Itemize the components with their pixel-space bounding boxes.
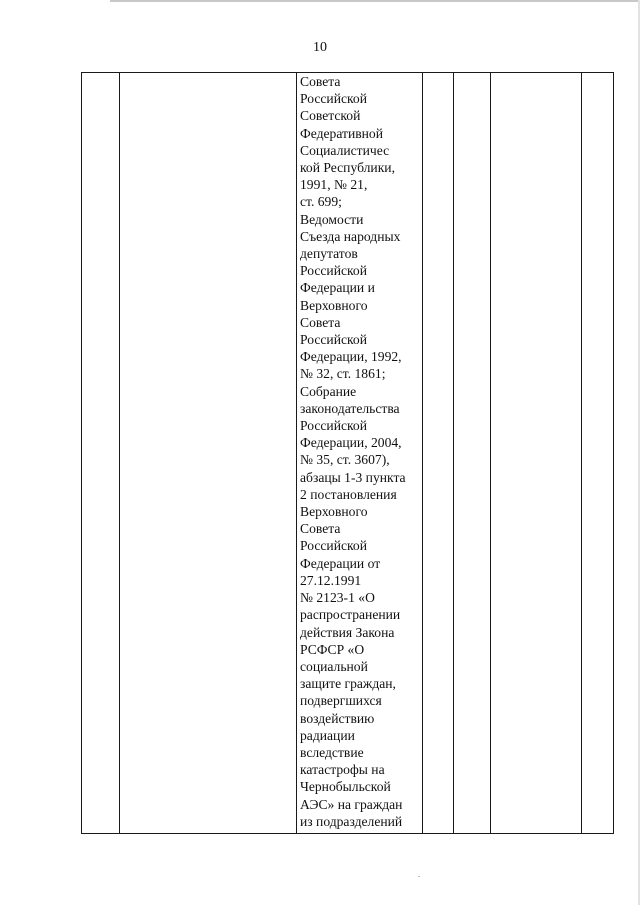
text-line: Российской bbox=[300, 263, 367, 279]
text-line: Совета bbox=[300, 314, 341, 330]
text-line: Верховного bbox=[300, 297, 368, 313]
text-line: АЭС» на граждан bbox=[300, 796, 403, 812]
text-line: Федерации, 2004, bbox=[300, 435, 402, 451]
text-line: 1991, № 21, bbox=[300, 177, 368, 193]
scan-edge-top bbox=[110, 0, 640, 2]
text-line: Совета bbox=[300, 74, 341, 89]
text-line: Российской bbox=[300, 91, 367, 107]
text-line: радиации bbox=[300, 727, 355, 743]
text-line: Российской bbox=[300, 418, 367, 434]
table-cell-col-5 bbox=[454, 73, 491, 834]
text-line: кой Республики, bbox=[300, 160, 395, 176]
text-line: катастрофы на bbox=[300, 762, 385, 778]
text-line: № 32, ст. 1861; bbox=[300, 366, 386, 382]
text-line: РСФСР «О bbox=[300, 641, 365, 657]
text-line: воздействию bbox=[300, 710, 375, 726]
text-line: Чернобыльской bbox=[300, 779, 391, 795]
text-line: Федерации и bbox=[300, 280, 375, 296]
text-line: Советской bbox=[300, 108, 361, 124]
text-line: № 2123-1 «О bbox=[300, 590, 375, 606]
text-line: № 35, ст. 3607), bbox=[300, 452, 390, 468]
legal-references-text bbox=[297, 73, 422, 830]
table-cell-col-1 bbox=[82, 73, 120, 834]
text-line: Российской bbox=[300, 538, 367, 554]
table-cell-col-7 bbox=[582, 73, 614, 834]
table-cell-col-4 bbox=[423, 73, 454, 834]
document-table bbox=[81, 72, 614, 834]
text-line: законодательства bbox=[300, 400, 400, 416]
text-line: из подразделений bbox=[300, 813, 403, 829]
text-line: действия Закона bbox=[300, 624, 395, 640]
text-line: распространении bbox=[300, 607, 401, 623]
text-line: защите граждан, bbox=[300, 676, 396, 692]
text-line: 27.12.1991 bbox=[300, 572, 362, 588]
text-line: 2 постановления bbox=[300, 486, 397, 502]
table-row bbox=[82, 73, 614, 834]
text-line: Ведомости bbox=[300, 211, 364, 227]
text-line: Федерации от bbox=[300, 555, 381, 571]
text-line: абзацы 1-3 пункта bbox=[300, 469, 406, 485]
table-cell-legal-references bbox=[297, 73, 423, 834]
text-line: Социалистичес bbox=[300, 142, 390, 158]
text-line: Федеративной bbox=[300, 125, 384, 141]
text-line: Совета bbox=[300, 521, 341, 537]
table-cell-col-2 bbox=[120, 73, 297, 834]
text-line: депутатов bbox=[300, 246, 358, 262]
text-line: Съезда народных bbox=[300, 228, 401, 244]
text-line: Российской bbox=[300, 332, 367, 348]
page-number: 10 bbox=[313, 40, 327, 55]
text-line: социальной bbox=[300, 658, 368, 674]
text-line: Федерации, 1992, bbox=[300, 349, 402, 365]
text-line: вследствие bbox=[300, 744, 364, 760]
table-cell-col-6 bbox=[491, 73, 582, 834]
text-line: Верховного bbox=[300, 504, 368, 520]
text-line: подвергшихся bbox=[300, 693, 382, 709]
text-line: Собрание bbox=[300, 383, 357, 399]
scan-speck bbox=[418, 876, 420, 877]
text-line: ст. 699; bbox=[300, 194, 342, 210]
